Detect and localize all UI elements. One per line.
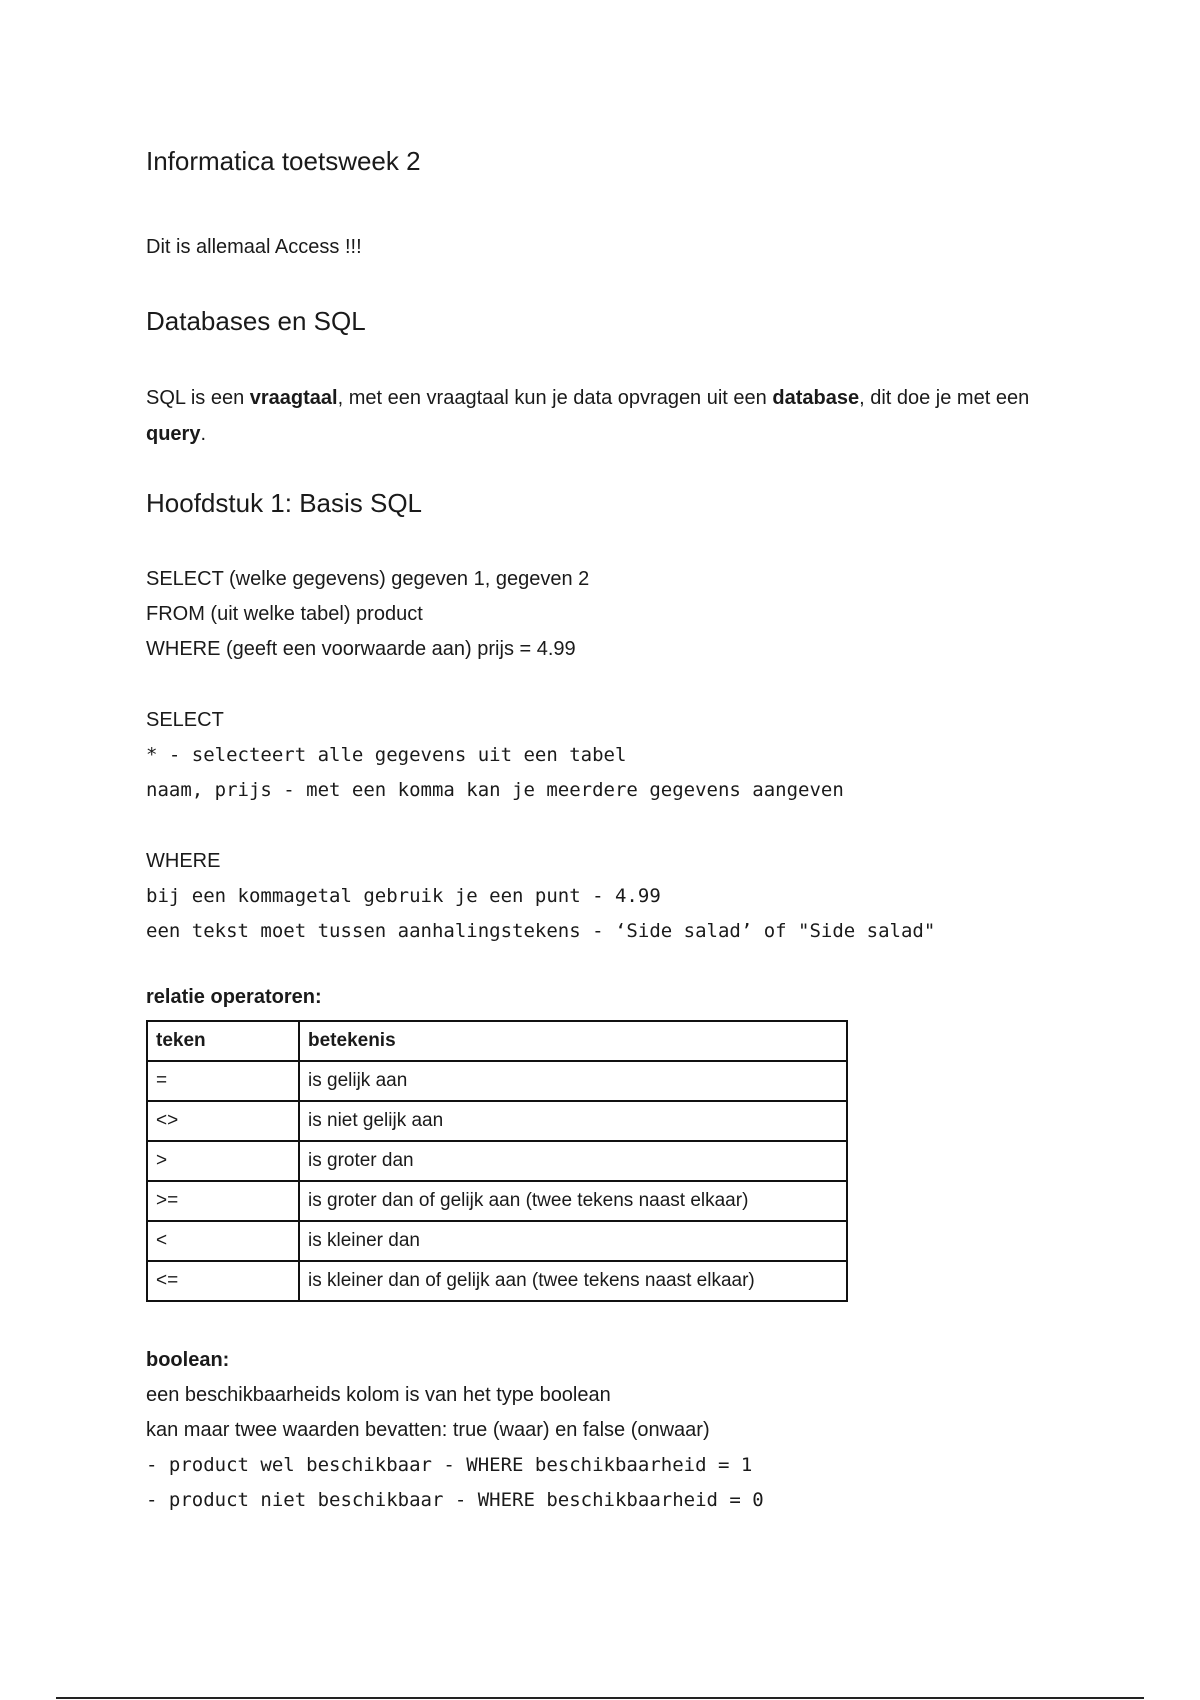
relatie-heading: relatie operatoren:: [146, 986, 322, 1008]
boolean-line-niet: - product niet beschikbaar - WHERE beschikbaarheid = 0: [146, 1489, 764, 1511]
cell-betekenis: is gelijk aan: [299, 1061, 847, 1101]
select-block: [146, 703, 844, 808]
cell-teken: =: [147, 1061, 299, 1101]
heading-chapter-1: Hoofdstuk 1: Basis SQL: [146, 488, 423, 518]
basis-line-from: FROM (uit welke tabel) product: [146, 603, 423, 625]
para-bold-vraagtaal: vraagtaal: [249, 387, 338, 409]
cell-teken: >: [147, 1141, 299, 1181]
sql-definition-paragraph: [146, 380, 1066, 452]
relatie-operatoren-table: [146, 1020, 848, 1302]
para-text-4: .: [200, 423, 207, 445]
para-text-3: , dit doe je met een: [859, 387, 1030, 409]
cell-betekenis: is groter dan: [299, 1141, 847, 1181]
table-header-row: [147, 1021, 847, 1061]
cell-teken: >=: [147, 1181, 299, 1221]
boolean-block: [146, 1343, 764, 1518]
boolean-heading: boolean:: [146, 1349, 230, 1371]
footer-divider: [56, 1697, 1144, 1699]
where-line-decimal: bij een kommagetal gebruik je een punt - 4.99: [146, 885, 661, 907]
cell-teken: <: [147, 1221, 299, 1261]
select-line-star: * - selecteert alle gegevens uit een tabel: [146, 744, 627, 766]
column-header-teken: teken: [147, 1021, 299, 1061]
select-line-comma: naam, prijs - met een komma kan je meerdere gegevens aangeven: [146, 779, 844, 801]
boolean-line-type: een beschikbaarheids kolom is van het type boolean: [146, 1384, 611, 1406]
para-bold-query: query: [146, 423, 201, 445]
para-text-1: SQL is een: [146, 387, 250, 409]
basis-line-where: WHERE (geeft een voorwaarde aan) prijs = 4.99: [146, 638, 576, 660]
cell-betekenis: is kleiner dan of gelijk aan (twee tekens naast elkaar): [299, 1261, 847, 1301]
boolean-line-wel: - product wel beschikbaar - WHERE beschikbaarheid = 1: [146, 1454, 753, 1476]
table-row: [147, 1181, 847, 1221]
cell-betekenis: is kleiner dan: [299, 1221, 847, 1261]
table-row: [147, 1141, 847, 1181]
where-label: WHERE: [146, 850, 221, 872]
cell-teken: <=: [147, 1261, 299, 1301]
cell-teken: <>: [147, 1101, 299, 1141]
intro-text: Dit is allemaal Access !!!: [146, 236, 362, 258]
table-row: [147, 1221, 847, 1261]
table-row: [147, 1101, 847, 1141]
cell-betekenis: is groter dan of gelijk aan (twee tekens naast elkaar): [299, 1181, 847, 1221]
select-label: SELECT: [146, 709, 224, 731]
boolean-line-values: kan maar twee waarden bevatten: true (waar) en false (onwaar): [146, 1419, 710, 1441]
where-block: [146, 844, 935, 949]
basis-sql-lines: [146, 562, 589, 667]
heading-databases: Databases en SQL: [146, 306, 366, 336]
page-title: Informatica toetsweek 2: [146, 146, 421, 176]
para-text-2: , met een vraagtaal kun je data opvragen uit een: [337, 387, 773, 409]
column-header-betekenis: betekenis: [299, 1021, 847, 1061]
para-bold-database: database: [772, 387, 860, 409]
where-line-text: een tekst moet tussen aanhalingstekens - ‘Side salad’ of "Side salad": [146, 920, 936, 942]
cell-betekenis: is niet gelijk aan: [299, 1101, 847, 1141]
basis-line-select: SELECT (welke gegevens) gegeven 1, gegeven 2: [146, 568, 590, 590]
table-row: [147, 1061, 847, 1101]
table-row: [147, 1261, 847, 1301]
